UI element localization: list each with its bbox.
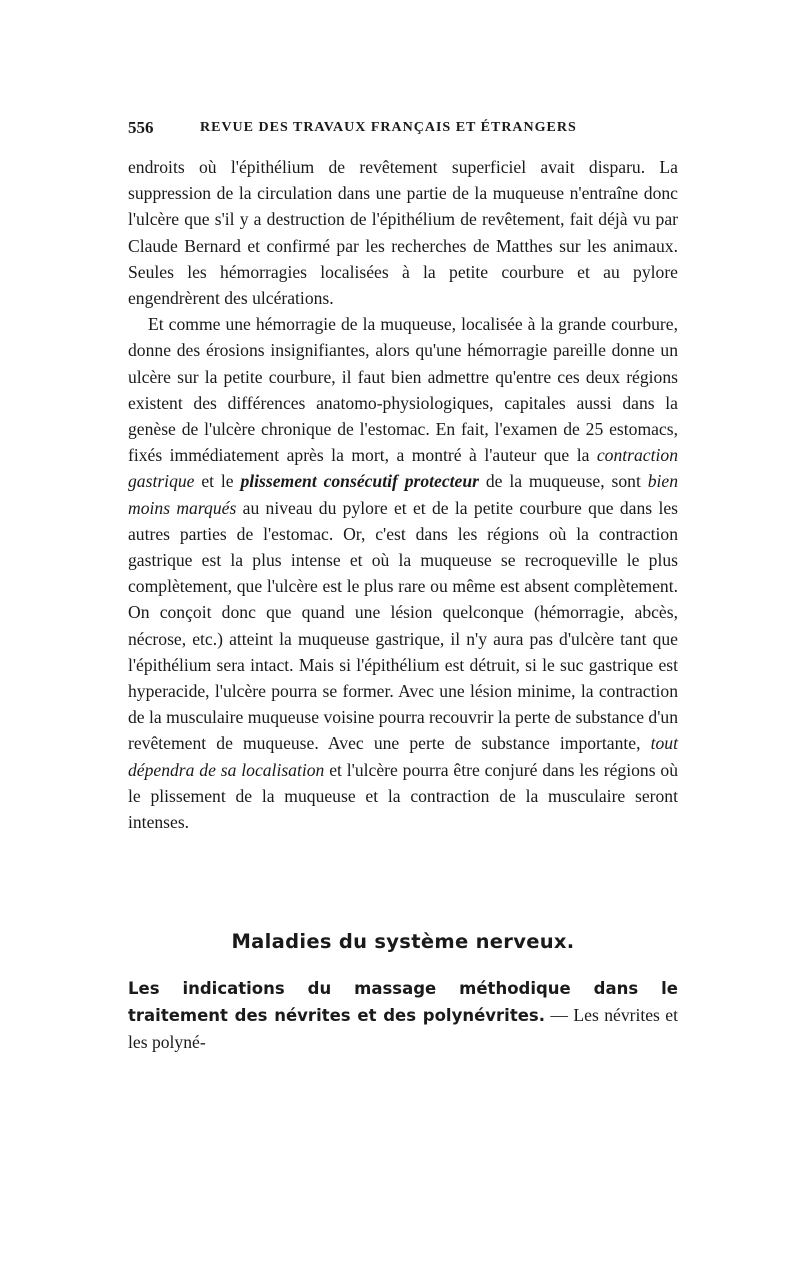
paragraph-2-text-2: et le [194,471,241,492]
main-text [128,154,678,835]
emphasis-plissement: plissement consécutif protecteur [240,471,479,492]
paragraph-2 [128,311,678,835]
paragraph-2-text-1: Et comme une hémorragie de la muqueuse, localisée à la grande courbure, donne des érosions insignifiantes, alors qu'une hémorragie pareille donne un ulcère sur la petite courbure, il faut bien admettre qu'entre ces deux régions existent des différences anatomo-physiologiques, capitales aussi dans la genèse de l'ulcère chronique de l'estomac. En fait, l'examen de 25 estomacs, fixés immédiatement après la mort, a montré à l'auteur que la [128,314,678,466]
emphasis-contraction-gastrique: contraction gastrique [128,445,678,492]
emphasis-bien-moins-marques: bien moins marqués [128,471,678,518]
article-text: — Les névrites et les polyné- [128,1005,679,1053]
article-title: Les indications du massage méthodique dans le traitement des névrites et des polynévrites. [128,979,678,1026]
paragraph-2-text-3: de la muqueuse, sont [479,471,648,492]
section-title: Maladies du système nerveux. [231,930,575,953]
paragraph-2-text-4: au niveau du pylore et et de la petite courbure que dans les autres parties de l'estomac. Or, c'est dans les régions où la contraction gastrique est la plus intense et où la muqueuse se recroqueville le plus complètement, que l'ulcère est le plus rare ou même est absent complètement. On conçoit donc que quand une lésion quelconque (hémorragie, abcès, nécrose, etc.) atteint la muqueuse gastrique, il n'y aura pas d'ulcère tant que l'épithélium sera intact. Mais si l'épithélium est détruit, si le suc gastrique est hyperacide, l'ulcère pourra se former. Avec une lésion minime, la contraction de la musculaire muqueuse voisine pourra recouvrir la perte de substance d'un revêtement de muqueuse. Avec une perte de substance importante, [128,497,678,754]
paragraph-2-text-5: et l'ulcère pourra être conjuré dans les régions où le plissement de la muqueuse et la contraction de la musculaire seront intenses. [128,759,679,833]
paragraph-1: endroits où l'épithélium de revêtement superficiel avait disparu. La suppression de la circulation dans une partie de la muqueuse n'entraîne donc l'ulcère que s'il y a destruction de l'épithélium de revêtement, fait déjà vu par Claude Bernard et confirmé par les recherches de Matthes sur les animaux. Seules les hémorragies localisées à la petite courbure et au pylore engendrèrent des ulcérations. [128,157,678,309]
running-title: REVUE DES TRAVAUX FRANÇAIS ET ÉTRANGERS [200,120,577,135]
article-start [128,975,678,1056]
page-number: 556 [128,118,154,137]
emphasis-tout-dependra: tout dépendra de sa localisation [128,733,678,780]
page-header [128,118,678,140]
